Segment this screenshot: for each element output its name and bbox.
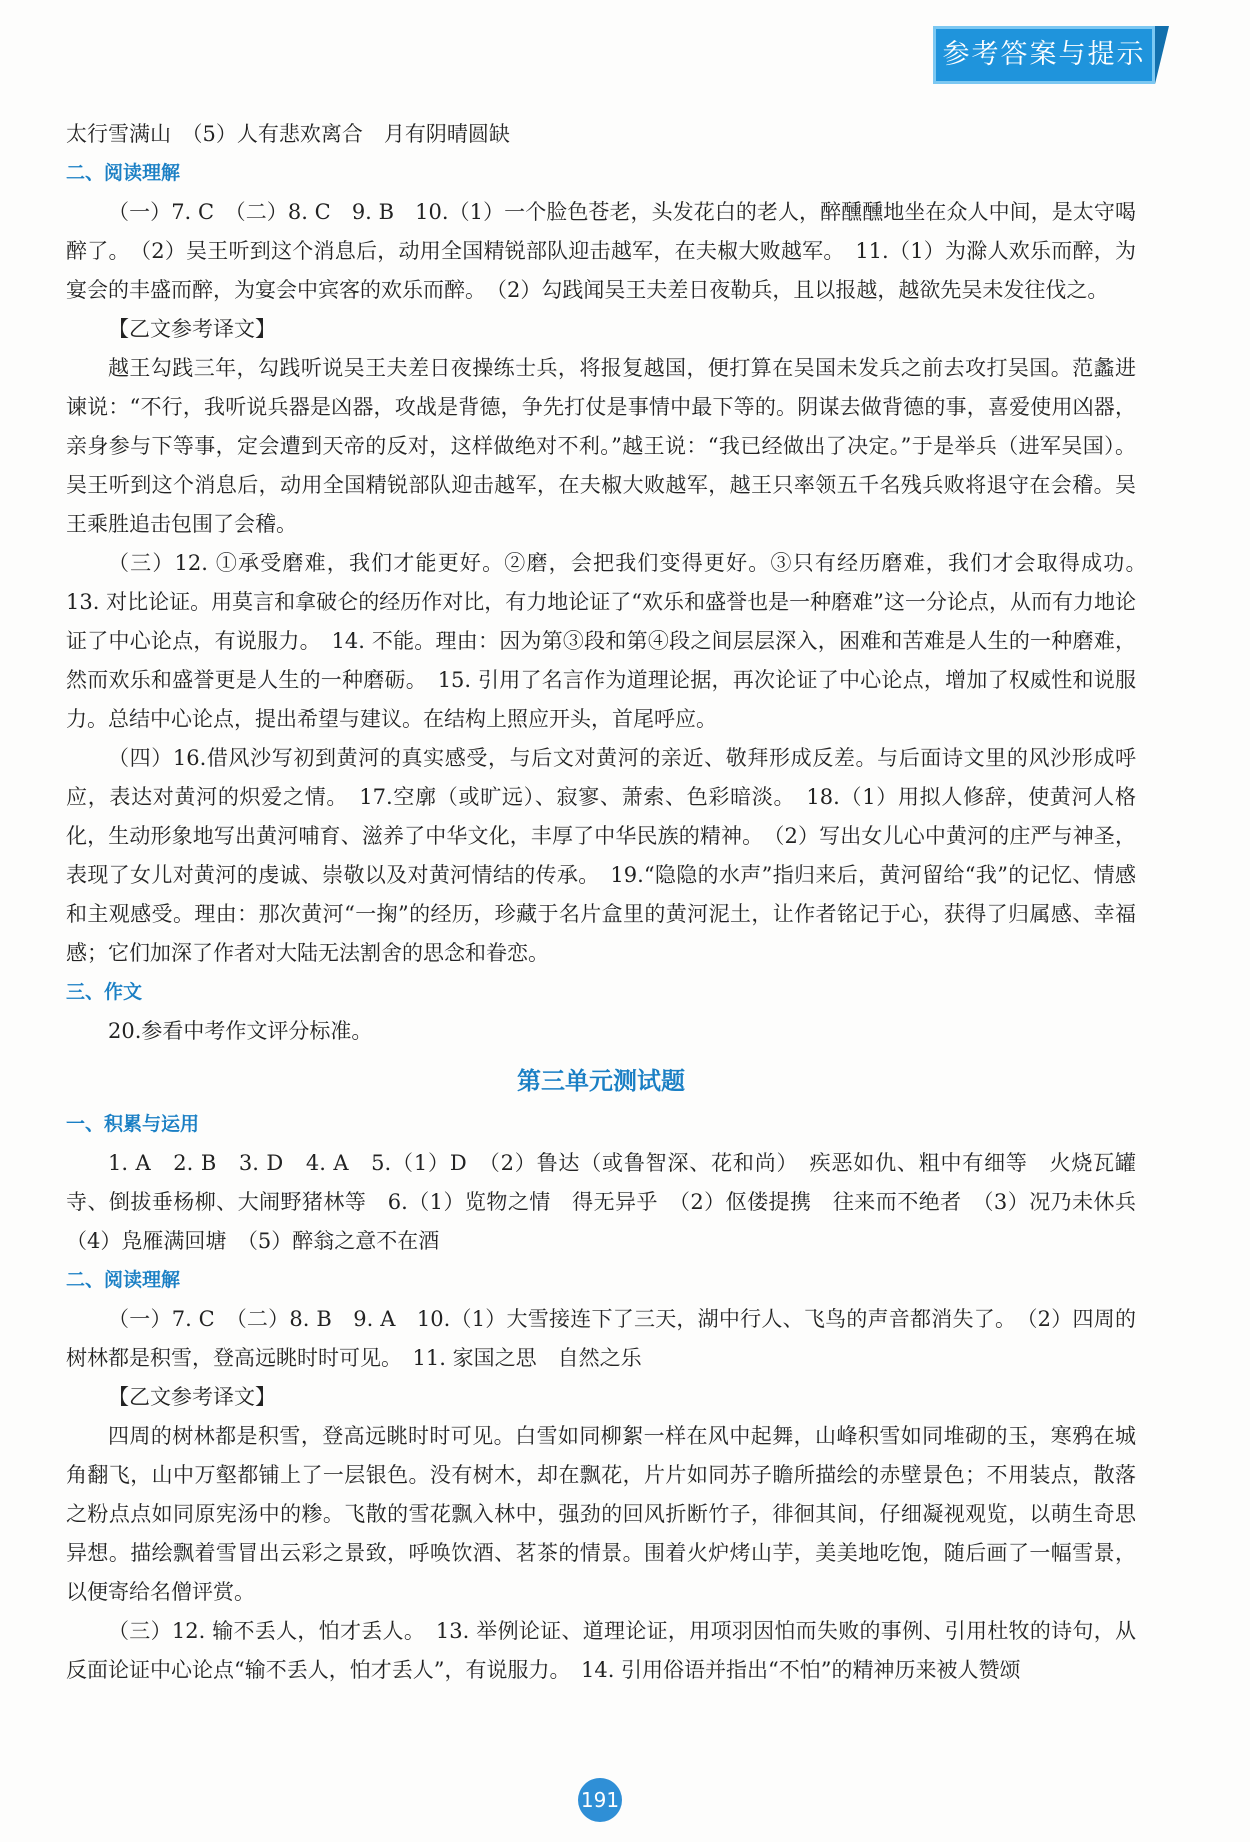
paragraph: （一）7. C （二）8. B 9. A 10.（1）大雪接连下了三天，湖中行人、飞鸟的声音都消失了。 （2）四周的树林都是积雪，登高远眺时时可见。 11. 家国之思 自然之乐 (66, 1307, 1136, 1370)
page-number: 191 (578, 1778, 622, 1822)
paragraph: 【乙文参考译文】 (108, 317, 276, 341)
unit-title: 第三单元测试题 (517, 1067, 685, 1095)
paragraph: 太行雪满山 （5）人有悲欢离合 月有阴晴圆缺 (66, 122, 510, 146)
page-content (66, 115, 1157, 1690)
section-heading: 二、阅读理解 (66, 1269, 181, 1291)
paragraph: （三）12. 输不丢人，怕才丢人。 13. 举例论证、道理论证，用项羽因怕而失败的事例、引用杜牧的诗句，从反面论证中心论点“输不丢人，怕才丢人”，有说服力。 14. 引用俗语并指出“不怕”的精神历来被人赞颂 (66, 1619, 1136, 1682)
paragraph: 20.参看中考作文评分标准。 (108, 1019, 373, 1043)
paragraph: 【乙文参考译文】 (108, 1385, 276, 1409)
paragraph: （四）16.借风沙写初到黄河的真实感受，与后文对黄河的亲近、敬拜形成反差。与后面诗文里的风沙形成呼应，表达对黄河的炽爱之情。 17.空廓（或旷远）、寂寥、萧索、色彩暗淡。 18.（1）用拟人修辞，使黄河人格化，生动形象地写出黄河哺育、滋养了中华文化，丰厚了中华民族的精神。 （2）写出女儿心中黄河的庄严与神圣，表现了女儿对黄河的虔诚、崇敬以及对黄河情结的传承。 19.“隐隐的水声”指归来后，黄河留给“我”的记忆、情感和主观感受。理由：那次黄河“一掬”的经历，珍藏于名片盒里的黄河泥土，让作者铭记于心，获得了归属感、幸福感；它们加深了作者对大陆无法割舍的思念和眷恋。 (66, 746, 1136, 965)
paragraph: 1. A 2. B 3. D 4. A 5.（1）D （2）鲁达（或鲁智深、花和尚） 疾恶如仇、粗中有细等 火烧瓦罐寺、倒拔垂杨柳、大闹野猪林等 6.（1）览物之情 得无异乎 （2）伛偻提携 往来而不绝者 （3）况乃未休兵 （4）凫雁满回塘 （5）醉翁之意不在酒 (66, 1151, 1157, 1253)
answer-hints-tag: 参考答案与提示 (933, 26, 1155, 84)
section-heading: 二、阅读理解 (66, 162, 181, 184)
paragraph: （三）12. ①承受磨难，我们才能更好。②磨，会把我们变得更好。③只有经历磨难，我们才会取得成功。 13. 对比论证。用莫言和拿破仑的经历作对比，有力地论证了“欢乐和盛誉也是一种磨难”这一分论点，从而有力地论证了中心论点，有说服力。 14. 不能。理由：因为第③段和第④段之间层层深入，困难和苦难是人生的一种磨难，然而欢乐和盛誉更是人生的一种磨砺。 15. 引用了名言作为道理论据，再次论证了中心论点，增加了权威性和说服力。总结中心论点，提出希望与建议。在结构上照应开头，首尾呼应。 (66, 551, 1157, 731)
paragraph: 越王勾践三年，勾践听说吴王夫差日夜操练士兵，将报复越国，便打算在吴国未发兵之前去攻打吴国。范蠡进谏说：“不行，我听说兵器是凶器，攻战是背德，争先打仗是事情中最下等的。阴谋去做背德的事，喜爱使用凶器，亲身参与下等事，定会遭到天帝的反对，这样做绝对不利。”越王说：“我已经做出了决定。”于是举兵（进军吴国）。吴王听到这个消息后，动用全国精锐部队迎击越军，在夫椒大败越军，越王只率领五千名残兵败将退守在会稽。吴王乘胜追击包围了会稽。 (66, 356, 1136, 536)
paragraph: 四周的树林都是积雪，登高远眺时时可见。白雪如同柳絮一样在风中起舞，山峰积雪如同堆砌的玉，寒鸦在城角翻飞，山中万壑都铺上了一层银色。没有树木，却在飘花，片片如同苏子瞻所描绘的赤壁景色；不用装点，散落之粉点点如同原宪汤中的糁。飞散的雪花飘入林中，强劲的回风折断竹子，徘徊其间，仔细凝视观览，以萌生奇思异想。描绘飘着雪冒出云彩之景致，呼唤饮酒、茗茶的情景。围着火炉烤山芋，美美地吃饱，随后画了一幅雪景，以便寄给名僧评赏。 (66, 1424, 1136, 1604)
section-heading: 三、作文 (66, 981, 143, 1003)
paragraph: （一）7. C （二）8. C 9. B 10.（1）一个脸色苍老，头发花白的老人，醉醺醺地坐在众人中间，是太守喝醉了。 （2）吴王听到这个消息后，动用全国精锐部队迎击越军，在夫椒大败越军。 11.（1）为滁人欢乐而醉，为宴会的丰盛而醉，为宴会中宾客的欢乐而醉。 （2）勾践闻吴王夫差日夜勒兵，且以报越，越欲先吴未发往伐之。 (66, 200, 1136, 302)
section-heading: 一、积累与运用 (66, 1113, 200, 1135)
